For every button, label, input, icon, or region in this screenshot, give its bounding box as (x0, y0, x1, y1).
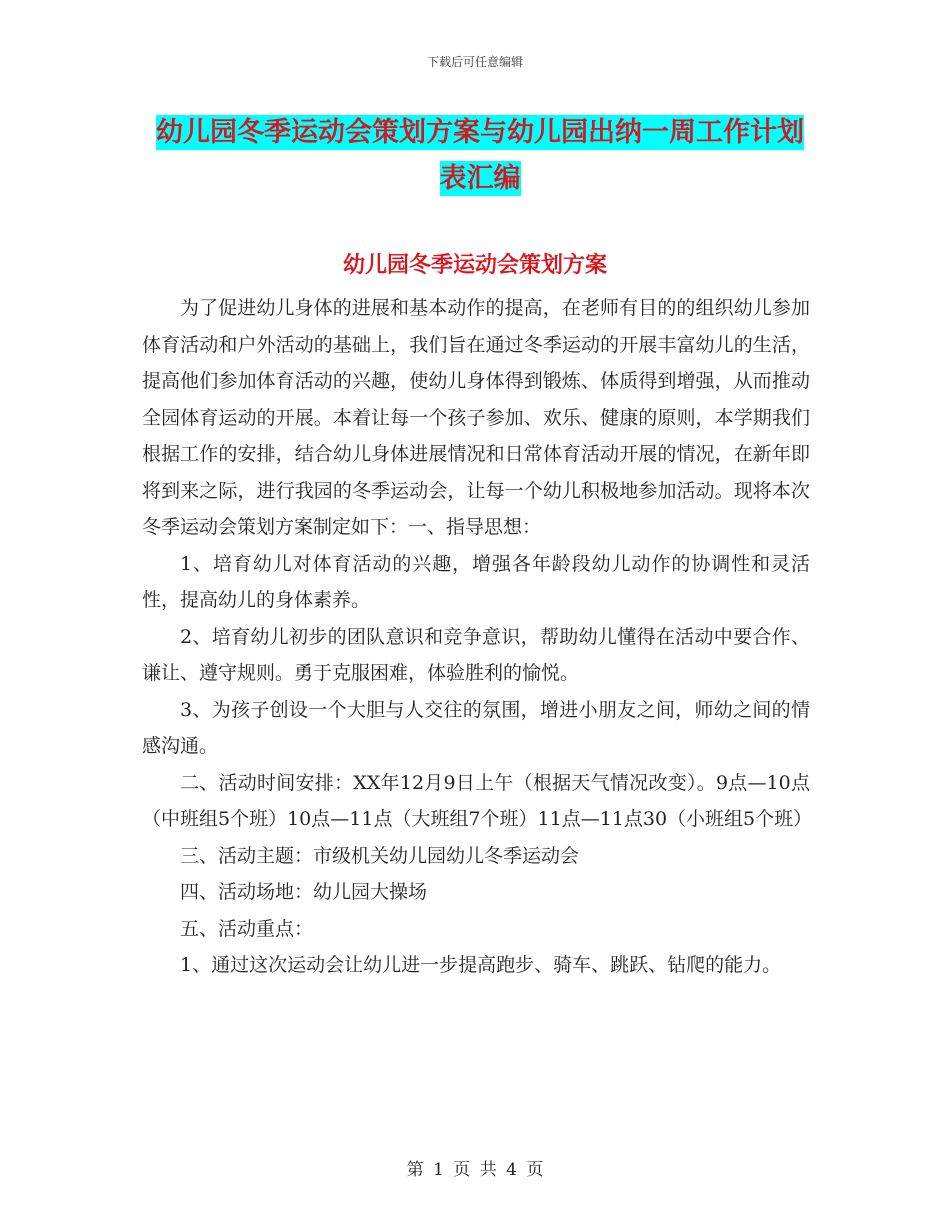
section-title: 幼儿园冬季运动会策划方案 (342, 253, 607, 278)
paragraph: 二、活动时间安排：XX年12月9日上午（根据天气情况改变）。9点—10点（中班组5个班）10点—11点（大班组7个班）11点—11点30（小班组5个班） (142, 771, 813, 830)
main-title-text: 幼儿园冬季运动会策划方案与幼儿园出纳一周工作计划表汇编 (156, 117, 804, 194)
paragraph: 四、活动场地：幼儿园大操场 (180, 881, 428, 903)
paragraph: 五、活动重点： (180, 917, 314, 940)
paragraph: 1、通过这次运动会让幼儿进一步提高跑步、骑车、跳跃、钻爬的能力。 (180, 954, 782, 976)
paragraph: 3、为孩子创设一个大胆与人交往的氛围，增进小朋友之间，师幼之间的情感沟通。 (142, 698, 810, 757)
document-body (142, 290, 813, 984)
header-note: 下载后可任意编辑 (426, 55, 523, 69)
paragraph: 为了促进幼儿身体的进展和基本动作的提高，在老师有目的的组织幼儿参加体育活动和户外活动的基础上，我们旨在通过冬季运动的开展丰富幼儿的生活，提高他们参加体育活动的兴趣，使幼儿身体得到锻炼、体质得到增强，从而推动全园体育运动的开展。本着让每一个孩子参加、欢乐、健康的原则，本学期我们根据工作的安排，结合幼儿身体进展情况和日常体育活动开展的情况，在新年即将到来之际，进行我园的冬季运动会，让每一个幼儿积极地参加活动。现将本次冬季运动会策划方案制定如下：一、指导思想： (142, 297, 810, 538)
paragraph: 三、活动主题：市级机关幼儿园幼儿冬季运动会 (180, 844, 580, 867)
page-footer: 第 1 页 共 4 页 (406, 1160, 544, 1180)
paragraph: 1、培育幼儿对体育活动的兴趣，增强各年龄段幼儿动作的协调性和灵活性，提高幼儿的身体素养。 (142, 552, 810, 611)
paragraph: 2、培育幼儿初步的团队意识和竞争意识，帮助幼儿懂得在活动中要合作、谦让、遵守规则。勇于克服困难，体验胜利的愉悦。 (142, 625, 810, 684)
main-title (150, 110, 810, 202)
